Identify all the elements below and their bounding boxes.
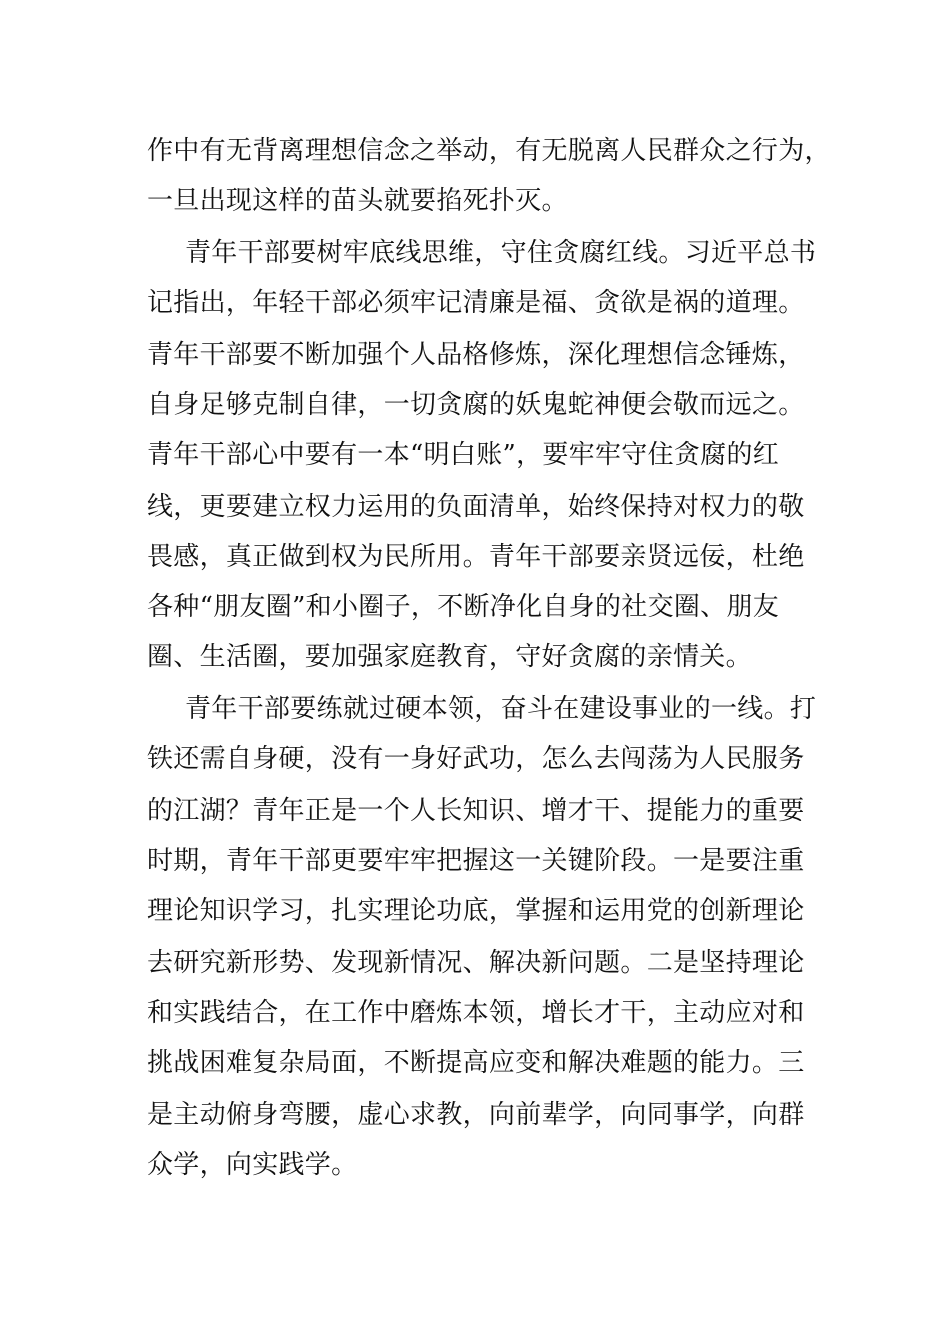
text-line: 圈、生活圈，要加强家庭教育，守好贪腐的亲情关。 (147, 642, 752, 672)
text-line: 众学，向实践学。 (147, 1150, 358, 1180)
text-line: 一旦出现这样的苗头就要掐死扑灭。 (147, 186, 568, 216)
text-line: 线，更要建立权力运用的负面清单，始终保持对权力的敬 (147, 492, 805, 522)
text-line: 记指出，年轻干部必须牢记清廉是福、贪欲是祸的道理。 (147, 288, 805, 318)
text-line: 畏感，真正做到权为民所用。青年干部要亲贤远佞，杜绝 (147, 542, 805, 572)
text-line: 作中有无背离理想信念之举动，有无脱离人民群众之行为， (147, 136, 831, 166)
paragraph-first-line: 青年干部要练就过硬本领，奋斗在建设事业的一线。打 (185, 694, 817, 724)
text-line: 青年干部要不断加强个人品格修炼，深化理想信念锤炼， (147, 340, 805, 370)
text-line: 去研究新形势、发现新情况、解决新问题。二是坚持理论 (147, 948, 805, 978)
paragraph-first-line: 青年干部要树牢底线思维，守住贪腐红线。习近平总书 (185, 238, 817, 268)
text-line: 青年干部心中要有一本“明白账”，要牢牢守住贪腐的红 (147, 440, 780, 470)
text-line: 是主动俯身弯腰，虚心求教，向前辈学，向同事学，向群 (147, 1100, 805, 1130)
text-line: 挑战困难复杂局面，不断提高应变和解决难题的能力。三 (147, 1048, 805, 1078)
text-line: 时期，青年干部更要牢牢把握这一关键阶段。一是要注重 (147, 846, 805, 876)
text-line: 自身足够克制自律，一切贪腐的妖鬼蛇神便会敬而远之。 (147, 390, 805, 420)
text-line: 和实践结合，在工作中磨炼本领，增长才干，主动应对和 (147, 998, 805, 1028)
text-line: 理论知识学习，扎实理论功底，掌握和运用党的创新理论 (147, 896, 805, 926)
text-line: 铁还需自身硬，没有一身好武功，怎么去闯荡为人民服务 (147, 744, 805, 774)
text-line: 的江湖？青年正是一个人长知识、增才干、提能力的重要 (147, 796, 805, 826)
text-line: 各种“朋友圈”和小圈子，不断净化自身的社交圈、朋友 (147, 592, 780, 622)
